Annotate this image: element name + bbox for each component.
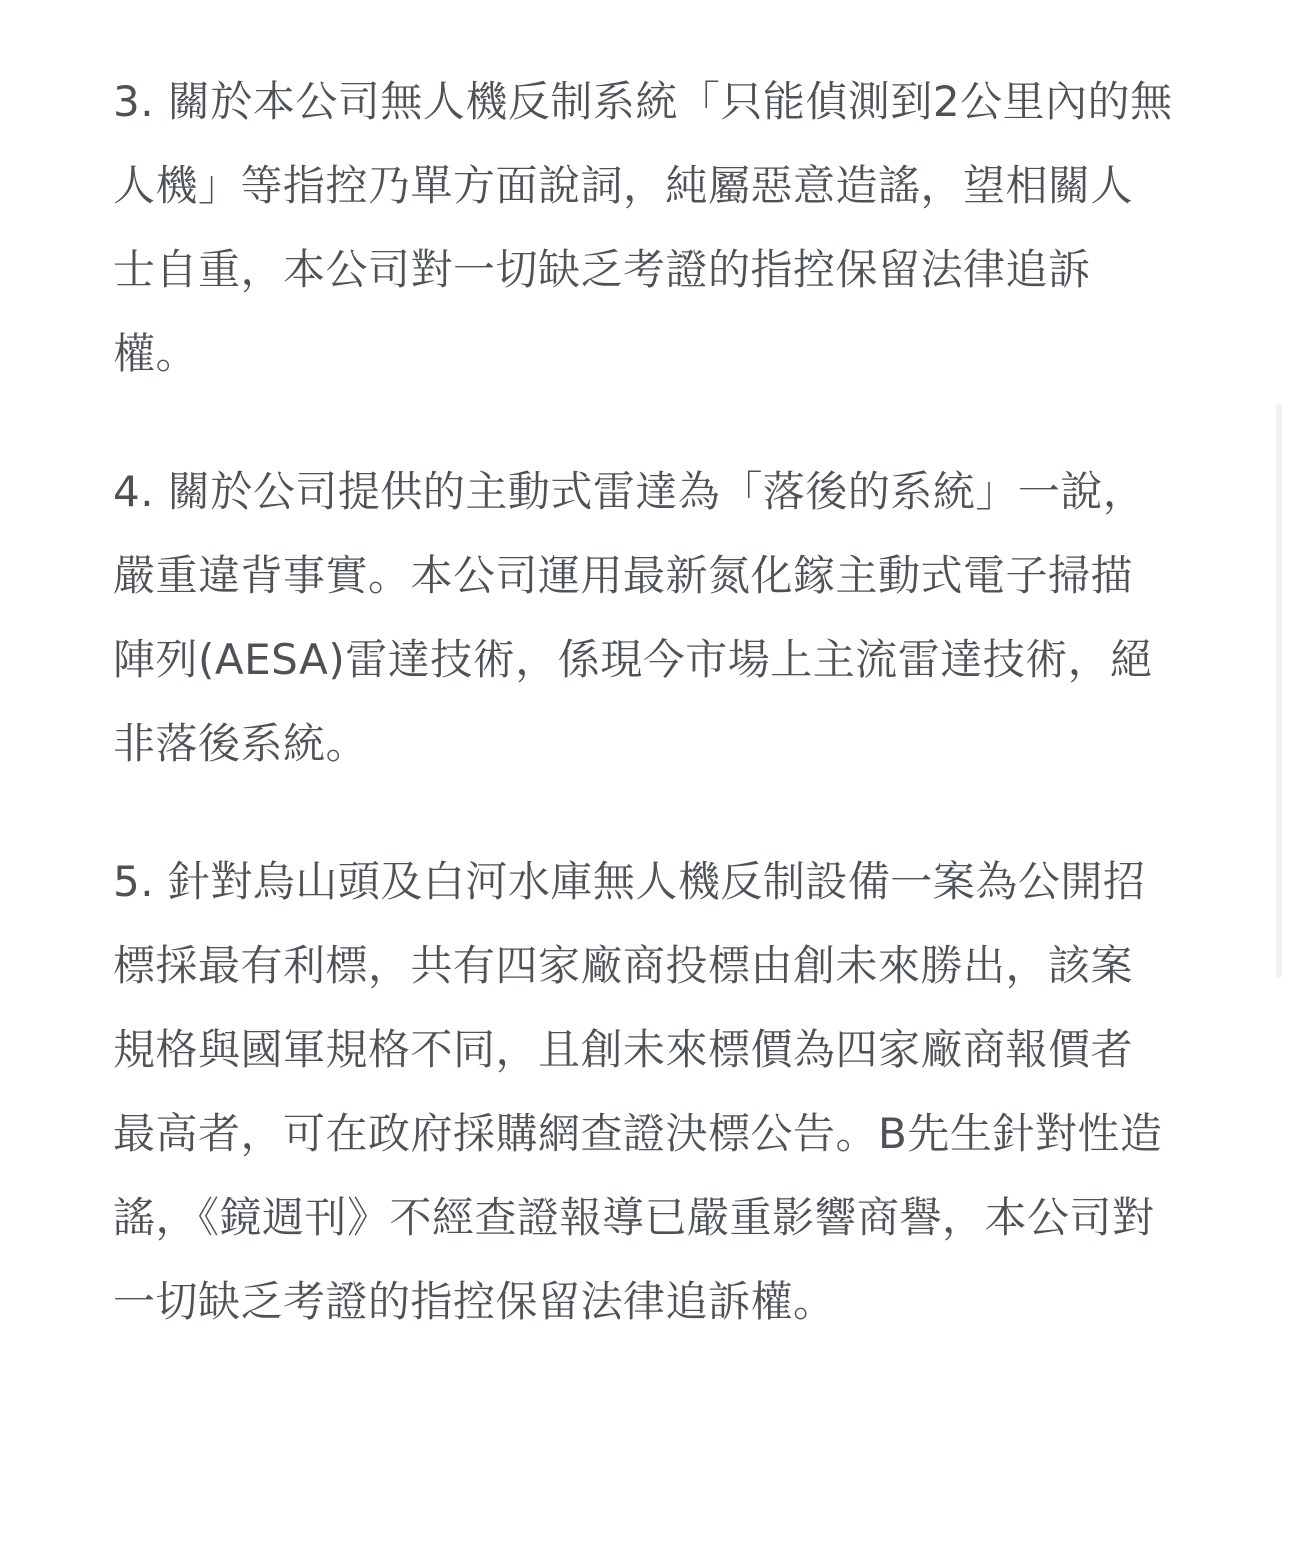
paragraph-3: 3. 關於本公司無人機反制系統「只能偵測到2公里內的無人機」等指控乃單方面說詞，純屬惡意造謠，望相關人士自重，本公司對一切缺乏考證的指控保留法律追訴權。 (113, 77, 1173, 378)
article-body (113, 60, 1173, 1398)
paragraph-5: 5. 針對烏山頭及白河水庫無人機反制設備一案為公開招標採最有利標，共有四家廠商投標由創未來勝出，該案規格與國軍規格不同，且創未來標價為四家廠商報價者最高者，可在政府採購網查證決標公告。B先生針對性造謠，《鏡週刊》不經查證報導已嚴重影響商譽，本公司對一切缺乏考證的指控保留法律追訴權。 (113, 857, 1163, 1326)
paragraph-4: 4. 關於公司提供的主動式雷達為「落後的系統」一說，嚴重違背事實。本公司運用最新氮化鎵主動式電子掃描陣列(AESA)雷達技術，係現今市場上主流雷達技術，絕非落後系統。 (113, 467, 1153, 768)
scrollbar[interactable] (1276, 404, 1282, 978)
